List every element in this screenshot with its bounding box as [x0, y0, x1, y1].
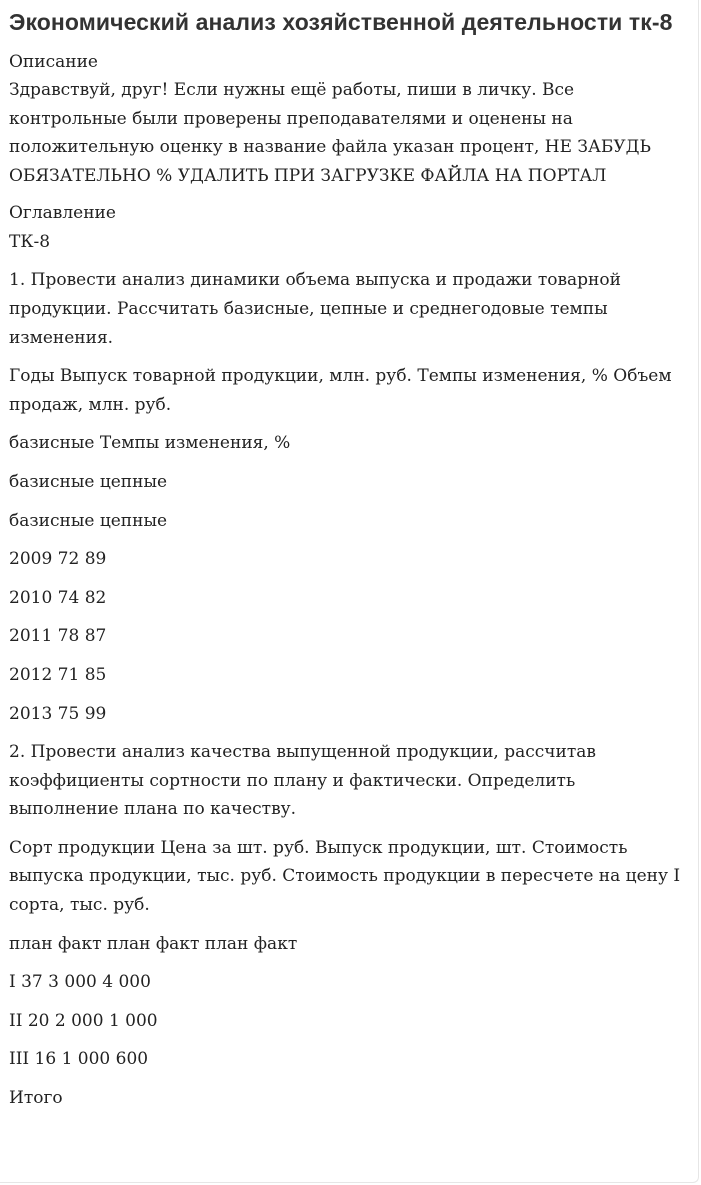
table-row: III 16 1 000 600 [9, 1049, 149, 1070]
table-1-subheader: базисные Темпы изменения, % [9, 433, 291, 454]
toc-item: ТК-8 [9, 232, 51, 253]
table-row: 2011 78 87 [9, 626, 107, 647]
table-2-subheader: план факт план факт план факт [9, 933, 298, 954]
description-text: Здравствуй, друг! Если нужны ещё работы, пиши в личку. Все контрольные были проверены преподавателями и оценены на положительную оценку в название файла указан процент, НЕ ЗАБУДЬ ОБЯЗАТЕЛЬНО % УДАЛИТЬ ПРИ ЗАГРУЗКЕ ФАЙЛА НА ПОРТАЛ [9, 80, 651, 186]
table-2-header: Сорт продукции Цена за шт. руб. Выпуск продукции, шт. Стоимость выпуска продукции, тыс. руб. Стоимость продукции в пересчете на цену I сорта, тыс. руб. [9, 837, 681, 916]
table-row: 2010 74 82 [9, 587, 107, 608]
page-title: Экономический анализ хозяйственной деятельности тк-8 [9, 9, 673, 35]
table-row: II 20 2 000 1 000 [9, 1010, 158, 1031]
table-1-subheader: базисные цепные [9, 471, 168, 492]
table-1-subheader: базисные цепные [9, 510, 168, 531]
table-1-header: Годы Выпуск товарной продукции, млн. руб. Темпы изменения, % Объем продаж, млн. руб. [9, 366, 672, 415]
table-row: 2012 71 85 [9, 664, 107, 685]
toc-label: Оглавление [9, 203, 116, 224]
total-label: Итого [9, 1088, 63, 1109]
task-2-text: 2. Провести анализ качества выпущенной продукции, рассчитав коэффициенты сортности по плану и фактически. Определить выполнение плана по качеству. [9, 742, 596, 820]
description-label: Описание [9, 52, 98, 72]
table-row: 2013 75 99 [9, 703, 107, 724]
table-row: I 37 3 000 4 000 [9, 972, 151, 993]
task-1-text: 1. Провести анализ динамики объема выпуска и продажи товарной продукции. Рассчитать базисные, цепные и среднегодовые темпы изменения. [9, 270, 621, 348]
table-row: 2009 72 89 [9, 549, 107, 570]
